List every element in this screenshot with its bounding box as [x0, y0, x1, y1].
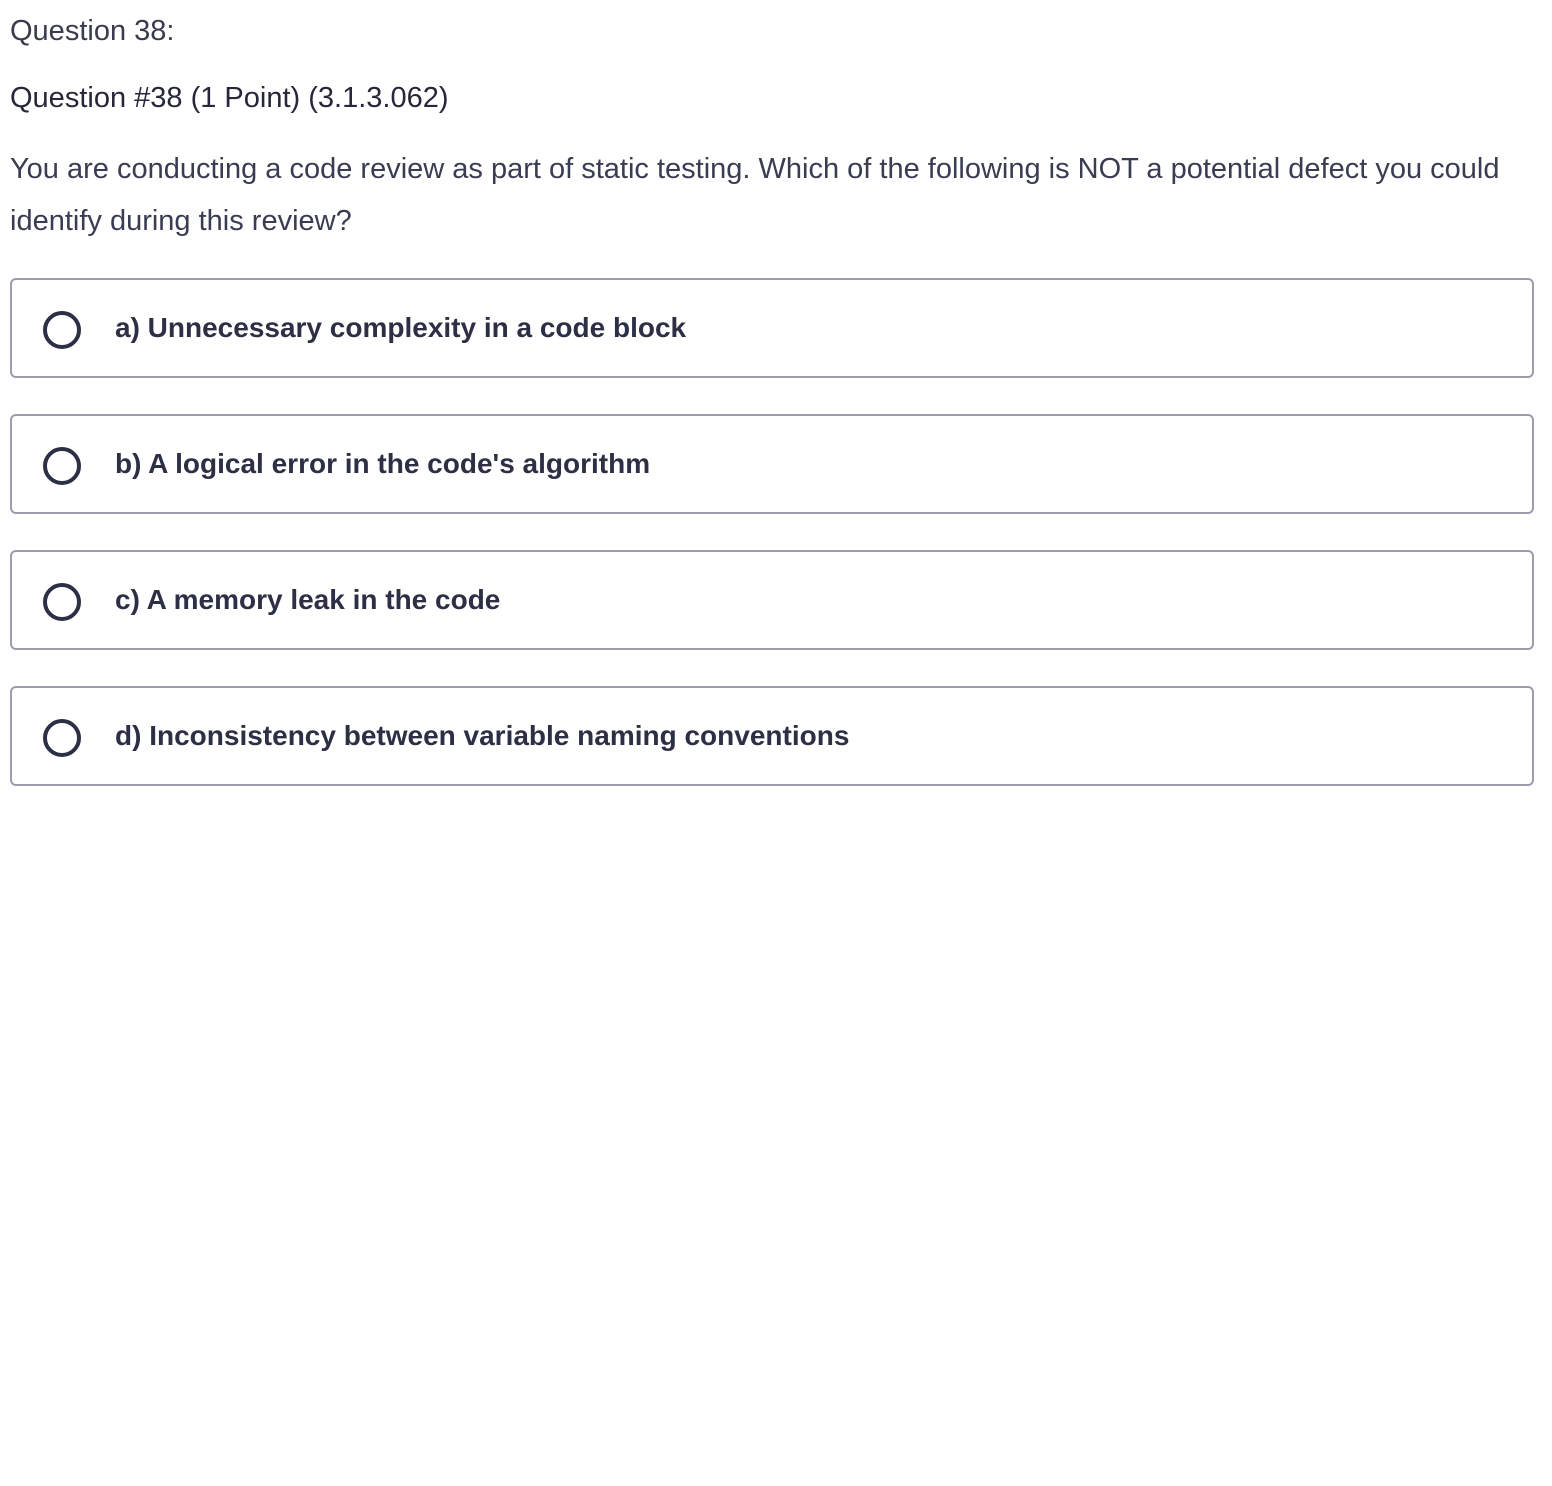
- radio-button-icon[interactable]: [43, 311, 81, 349]
- question-number-label: Question 38:: [10, 15, 175, 47]
- question-title: Question #38 (1 Point) (3.1.3.062): [10, 82, 449, 114]
- answer-option-b[interactable]: [10, 414, 1534, 514]
- radio-button-icon[interactable]: [43, 583, 81, 621]
- radio-button-icon[interactable]: [43, 719, 81, 757]
- answer-option-c[interactable]: [10, 550, 1534, 650]
- radio-button-icon[interactable]: [43, 447, 81, 485]
- option-label: a) Unnecessary complexity in a code block: [115, 312, 687, 343]
- option-label: c) A memory leak in the code: [115, 584, 501, 615]
- option-label: d) Inconsistency between variable naming conventions: [115, 720, 850, 751]
- option-label: b) A logical error in the code's algorithm: [115, 448, 651, 479]
- answer-option-d[interactable]: [10, 686, 1534, 786]
- answer-option-a[interactable]: [10, 278, 1534, 378]
- question-text: You are conducting a code review as part of static testing. Which of the following is NOT a potential defect you could identify during this review?: [10, 153, 1500, 237]
